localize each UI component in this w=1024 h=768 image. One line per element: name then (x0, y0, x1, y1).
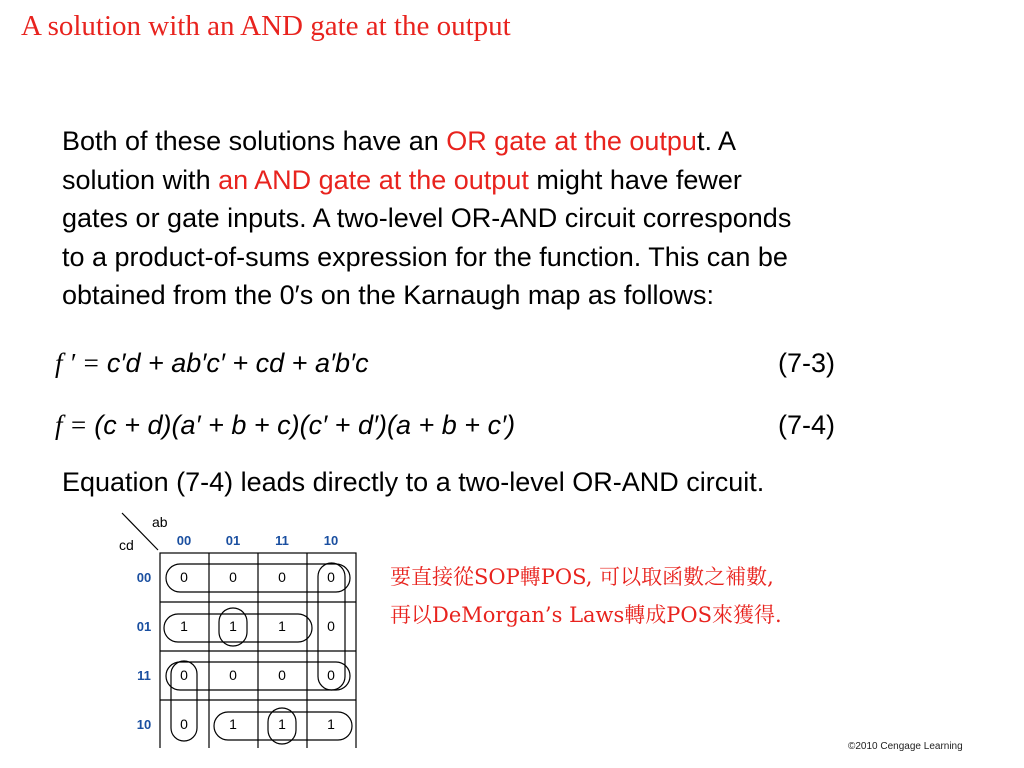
highlight-or-gate: OR gate at the outpu (446, 126, 697, 156)
kmap-col-var: ab (152, 514, 168, 530)
highlight-and-gate: an AND gate at the output (218, 164, 529, 195)
equation-number: (7-4) (778, 410, 836, 440)
equation-rhs: c′d + ab′c′ + cd + a′b′c (106, 348, 369, 378)
kmap-cell: 0 (180, 667, 188, 683)
slide-title: A solution with an AND gate at the output (21, 10, 511, 42)
karnaugh-map (100, 508, 362, 748)
copyright-text: ©2010 Cengage Learning (848, 741, 963, 752)
paragraph-line-2 (62, 161, 962, 200)
kmap-col-header: 01 (225, 533, 241, 548)
equation-7-4 (55, 410, 515, 441)
kmap-cell: 1 (229, 618, 237, 634)
kmap-row-header: 11 (137, 668, 151, 683)
kmap-cell: 0 (229, 569, 237, 585)
kmap-cell: 0 (180, 716, 188, 732)
kmap-cell: 0 (180, 569, 188, 585)
equation-number: (7-3) (778, 348, 836, 378)
chinese-note (390, 558, 782, 634)
kmap-cell: 1 (327, 716, 335, 732)
paragraph-line-3: gates or gate inputs. A two-level OR-AND circuit corresponds (62, 203, 792, 233)
kmap-row-header: 01 (136, 619, 152, 634)
paragraph-text: Both of these solutions have an (62, 126, 447, 156)
kmap-cell: 0 (327, 667, 335, 683)
kmap-cell: 1 (180, 618, 188, 634)
paragraph-line-5: obtained from the 0′s on the Karnaugh map as follows: (62, 280, 714, 310)
kmap-row-header: 00 (136, 570, 152, 585)
kmap-col-header: 00 (176, 533, 192, 548)
note-line-2: 再以DeMorgan’s Laws轉成POS來獲得. (390, 603, 782, 627)
kmap-row-header: 10 (136, 717, 152, 732)
conclusion-text: Equation (7-4) leads directly to a two-level OR-AND circuit. (62, 467, 765, 497)
equation-7-3 (55, 348, 369, 379)
kmap-cell: 0 (278, 569, 286, 585)
kmap-cell: 1 (278, 618, 286, 634)
paragraph-text: solution with (62, 164, 219, 195)
kmap-cell: 0 (278, 667, 286, 683)
kmap-cell: 1 (229, 716, 237, 732)
kmap-col-header: 10 (323, 533, 339, 548)
paragraph-text: might have fewer (528, 164, 742, 195)
kmap-cell: 1 (278, 716, 286, 732)
note-line-1: 要直接從SOP轉POS, 可以取函數之補數, (390, 565, 774, 589)
kmap-cell: 0 (327, 618, 335, 634)
paragraph-text: t. A (696, 126, 736, 156)
equation-lhs: f = (55, 410, 95, 440)
paragraph-line-4: to a product-of-sums expression for the function. This can be (62, 241, 788, 272)
kmap-cell: 0 (229, 667, 237, 683)
kmap-cell: 0 (327, 569, 335, 585)
paragraph-line-1 (62, 122, 962, 161)
kmap-col-header: 11 (275, 533, 289, 548)
explanation-paragraph (62, 122, 962, 315)
equation-lhs: f ′ = (55, 348, 107, 378)
equation-rhs: (c + d)(a′ + b + c)(c′ + d′)(a + b + c′) (94, 410, 516, 440)
kmap-row-var: cd (119, 537, 134, 553)
